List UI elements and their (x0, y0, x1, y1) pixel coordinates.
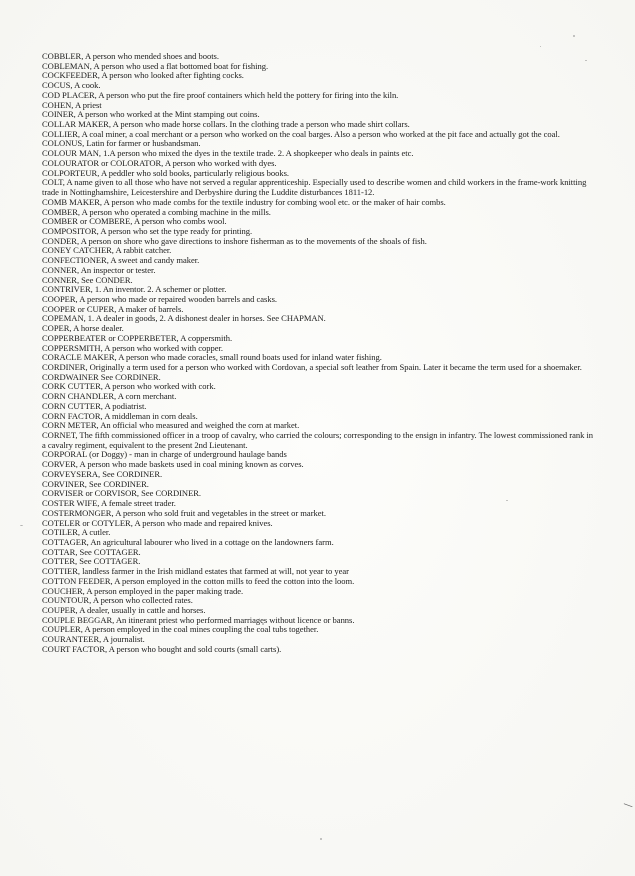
glossary-entry: COLONUS, Latin for farmer or husbandsman. (42, 138, 201, 149)
glossary-entry: CORN METER, An official who measured and weighed the corn at market. (42, 420, 300, 431)
glossary-entry: COTTAGER, An agricultural labourer who lived in a cottage on the landowners farm. (42, 536, 334, 547)
speck (540, 46, 541, 47)
glossary-entry: COLT, A name given to all those who have not served a regular apprenticeship. Especially used to describe women and child workers in the frame-work knitting trade in Nottinghamshire, Leicestershire and Derbyshire during the Luddite disturbances 1811-12. (42, 177, 587, 198)
glossary-entry: COUPLER, A person employed in the coal mines coupling the coal tubs together. (42, 624, 319, 635)
glossary-entry: CORN CHANDLER, A corn merchant. (42, 391, 177, 402)
glossary-entry: CONNER, See CONDER. (42, 274, 133, 285)
glossary-entry: CORVISER or CORVISOR, See CORDINER. (42, 488, 202, 499)
glossary-entry: COUPER, A dealer, usually in cattle and horses. (42, 604, 206, 615)
glossary-entry-list (42, 52, 598, 655)
glossary-entry: COTTAR, See COTTAGER. (42, 546, 141, 557)
glossary-entry: CORACLE MAKER, A person who made coracles, small round boats used for inland water fishing. (42, 352, 382, 363)
glossary-entry: CORVER, A person who made baskets used in coal mining known as corves. (42, 459, 304, 470)
glossary-entry: COLLIER, A coal miner, a coal merchant or a person who worked on the coal barges. Also a person who worked at the pit face and actually got the coal. (42, 128, 560, 139)
glossary-entry: COSTER WIFE, A female street trader. (42, 498, 176, 509)
glossary-entry: CORN FACTOR, A middleman in corn deals. (42, 410, 198, 421)
glossary-entry: COLLAR MAKER, A person who made horse collars. In the clothing trade a person who made shirt collars. (42, 119, 410, 130)
glossary-entry: CONNER, An inspector or tester. (42, 264, 156, 275)
glossary-entry: COCUS, A cook. (42, 80, 101, 91)
glossary-entry: CONTRIVER, 1. An inventor. 2. A schemer or plotter. (42, 284, 227, 295)
glossary-entry: CONEY CATCHER, A rabbit catcher. (42, 245, 172, 256)
glossary-entry: CORDWAINER See CORDINER. (42, 371, 161, 382)
glossary-entry: COOPER, A person who made or repaired wooden barrels and casks. (42, 293, 277, 304)
glossary-entry: CORVINER, See CORDINER. (42, 478, 149, 489)
glossary-entry: COTTIER, landless farmer in the Irish midland estates that farmed at will, not year to year (42, 566, 349, 577)
glossary-entry: COTTER, See COTTAGER. (42, 556, 141, 567)
speck (320, 838, 322, 840)
glossary-entry: COPEMAN, 1. A dealer in goods, 2. A dishonest dealer in horses. See CHAPMAN. (42, 313, 326, 324)
glossary-entry: CORNET, The fifth commissioned officer in a troop of cavalry, who carried the colours; corresponding to the ensign in infantry. The lowest commissioned rank in a cavalry regiment, equivalent to the present 2nd Lieutenant. (42, 430, 594, 450)
glossary-entry: COPER, A horse dealer. (42, 323, 124, 334)
glossary-entry: COSTERMONGER, A person who sold fruit and vegetables in the street or market. (42, 507, 326, 518)
glossary-entry: COBBLER, A person who mended shoes and boots. (42, 51, 219, 61)
glossary-entry: COCKFEEDER, A person who looked after fighting cocks. (42, 70, 244, 81)
glossary-entry: COMB MAKER, A person who made combs for the textile industry for combing wool etc. or the maker of hair combs. (42, 196, 446, 207)
speck (20, 525, 23, 526)
glossary-entry: COLOURATOR or COLORATOR, A person who worked with dyes. (42, 157, 277, 168)
glossary-entry: COLPORTEUR, A peddler who sold books, particularly religious books. (42, 167, 289, 178)
glossary-entry: COD PLACER, A person who put the fire proof containers which held the pottery for firing into the kiln. (42, 89, 399, 100)
glossary-entry: COURANTEER, A journalist. (42, 634, 145, 645)
glossary-entry: CONFECTIONER, A sweet and candy maker. (42, 255, 200, 266)
glossary-entry: CORVEYSERA, See CORDINER. (42, 468, 163, 479)
glossary-entry: COURT FACTOR, A person who bought and sold courts (small carts). (42, 643, 282, 654)
glossary-entry: CORPORAL (or Doggy) - man in charge of underground haulage bands (42, 449, 287, 460)
scan-edge-mark: — (621, 798, 635, 813)
glossary-entry: COTTON FEEDER, A person employed in the cotton mills to feed the cotton into the loom. (42, 575, 355, 586)
glossary-entry: COTILER, A cutler. (42, 527, 111, 538)
glossary-entry: COMBER or COMBERE, A person who combs wool. (42, 216, 227, 227)
glossary-entry: CORDINER, Originally a term used for a person who worked with Cordovan, a special soft leather from Spain. Later it became the term used for a shoemaker. (42, 362, 582, 372)
glossary-entry: COUCHER, A person employed in the paper making trade. (42, 585, 244, 596)
glossary-entry: COPPERSMITH, A person who worked with copper. (42, 342, 223, 353)
speck (573, 35, 575, 37)
glossary-entry: COLOUR MAN, 1.A person who mixed the dyes in the textile trade. 2. A shopkeeper who deals in paints etc. (42, 148, 414, 159)
glossary-entry: COMBER, A person who operated a combing machine in the mills. (42, 206, 271, 217)
glossary-entry: COINER, A person who worked at the Mint stamping out coins. (42, 109, 260, 120)
glossary-entry: CORK CUTTER, A person who worked with cork. (42, 381, 216, 392)
glossary-entry: CONDER, A person on shore who gave directions to inshore fisherman as to the movements of the shoals of fish. (42, 235, 427, 246)
glossary-entry: COMPOSITOR, A person who set the type ready for printing. (42, 225, 253, 236)
glossary-entry: CORN CUTTER, A podiatrist. (42, 400, 147, 411)
glossary-entry: COTELER or COTYLER, A person who made and repaired knives. (42, 517, 273, 528)
glossary-entry: COPPERBEATER or COPPERBETER, A coppersmith. (42, 332, 233, 343)
glossary-entry: COUPLE BEGGAR, An itinerant priest who performed marriages without licence or banns. (42, 614, 355, 625)
glossary-entry: COOPER or CUPER, A maker of barrels. (42, 303, 184, 314)
glossary-entry: COUNTOUR, A person who collected rates. (42, 595, 193, 606)
glossary-entry: COBLEMAN, A person who used a flat bottomed boat for fishing. (42, 60, 269, 71)
glossary-entry: COHEN, A priest (42, 99, 102, 110)
